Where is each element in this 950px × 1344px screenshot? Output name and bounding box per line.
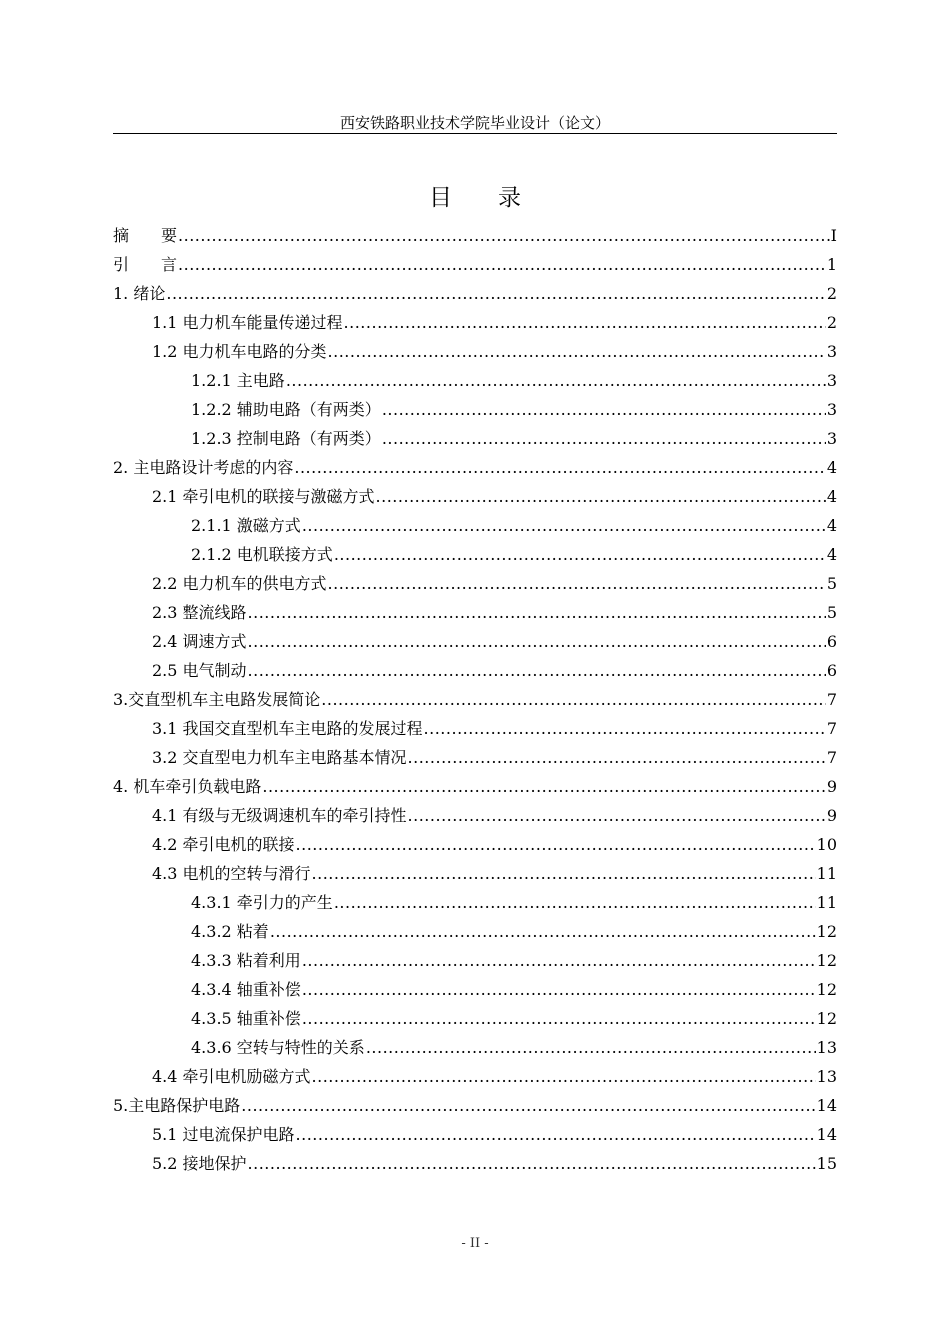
toc-entry-page-number: 13 xyxy=(816,1067,837,1086)
toc-entry[interactable] xyxy=(113,536,837,565)
toc-entry-page-number: 6 xyxy=(826,632,837,651)
toc-entry-page-number: 4 xyxy=(826,545,837,564)
toc-entry[interactable] xyxy=(113,1000,837,1029)
toc-entry[interactable] xyxy=(113,826,837,855)
toc-entry-page-number: 10 xyxy=(816,835,837,854)
toc-entry-label: 4.3 电机的空转与滑行 xyxy=(152,864,311,883)
toc-entry-page-number: I xyxy=(830,226,837,245)
toc-entry-label: 4.3.6 空转与特性的关系 xyxy=(191,1038,365,1057)
toc-dot-leader xyxy=(248,632,826,652)
toc-dot-leader xyxy=(262,777,825,797)
toc-entry-label: 2.1.1 激磁方式 xyxy=(191,516,301,535)
toc-dot-leader xyxy=(248,1154,816,1174)
toc-entry[interactable] xyxy=(113,478,837,507)
toc-entry[interactable] xyxy=(113,304,837,333)
toc-dot-leader xyxy=(178,226,830,246)
page-header-title: 西安铁路职业技术学院毕业设计（论文） xyxy=(339,114,610,132)
toc-dot-leader xyxy=(296,1125,816,1145)
toc-entry[interactable] xyxy=(113,797,837,826)
toc-dot-leader xyxy=(334,893,816,913)
toc-dot-leader xyxy=(302,516,826,536)
toc-entry[interactable] xyxy=(113,739,837,768)
toc-entry-label: 2.5 电气制动 xyxy=(152,661,247,680)
toc-entry-page-number: 7 xyxy=(826,719,837,738)
toc-entry[interactable] xyxy=(113,594,837,623)
toc-entry-label: 4.2 牵引电机的联接 xyxy=(152,835,295,854)
toc-entry-label: 4. 机车牵引负载电路 xyxy=(113,777,262,796)
table-of-contents xyxy=(113,217,837,1174)
toc-entry[interactable] xyxy=(113,1029,837,1058)
toc-entry[interactable] xyxy=(113,942,837,971)
toc-entry-label: 2. 主电路设计考虑的内容 xyxy=(113,458,294,477)
toc-dot-leader xyxy=(408,748,826,768)
toc-dot-leader xyxy=(302,951,816,971)
toc-entry-label: 4.3.4 轴重补偿 xyxy=(191,980,301,999)
toc-dot-leader xyxy=(321,690,826,710)
toc-entry-page-number: 9 xyxy=(826,777,837,796)
toc-entry[interactable] xyxy=(113,362,837,391)
toc-dot-leader xyxy=(408,806,826,826)
toc-entry-label: 1. 绪论 xyxy=(113,284,166,303)
toc-entry[interactable] xyxy=(113,681,837,710)
toc-entry-label: 5.1 过电流保护电路 xyxy=(152,1125,295,1144)
toc-entry-label: 2.4 调速方式 xyxy=(152,632,247,651)
toc-entry-page-number: 6 xyxy=(826,661,837,680)
toc-entry-label: 2.2 电力机车的供电方式 xyxy=(152,574,327,593)
toc-entry-page-number: 15 xyxy=(816,1154,837,1173)
toc-entry-page-number: 7 xyxy=(826,748,837,767)
toc-entry-label: 4.3.2 粘着 xyxy=(191,922,269,941)
toc-entry[interactable] xyxy=(113,565,837,594)
toc-dot-leader xyxy=(302,980,816,1000)
toc-entry-page-number: 3 xyxy=(826,342,837,361)
toc-entry-page-number: 12 xyxy=(816,980,837,999)
toc-entry-page-number: 3 xyxy=(826,400,837,419)
toc-dot-leader xyxy=(328,574,826,594)
toc-entry-label: 3.1 我国交直型机车主电路的发展过程 xyxy=(152,719,423,738)
toc-entry-page-number: 12 xyxy=(816,951,837,970)
toc-entry-label: 1.2 电力机车电路的分类 xyxy=(152,342,327,361)
toc-entry-label: 1.2.2 辅助电路（有两类） xyxy=(191,400,381,419)
toc-entry-page-number: 3 xyxy=(826,429,837,448)
toc-entry-page-number: 12 xyxy=(816,1009,837,1028)
toc-entry-page-number: 11 xyxy=(816,893,837,912)
toc-title-text: 目 录 xyxy=(429,185,521,211)
toc-title xyxy=(0,184,950,212)
toc-dot-leader xyxy=(334,545,826,565)
toc-entry[interactable] xyxy=(113,971,837,1000)
toc-entry[interactable] xyxy=(113,217,837,246)
toc-entry[interactable] xyxy=(113,1087,837,1116)
toc-entry-page-number: 14 xyxy=(816,1096,837,1115)
toc-dot-leader xyxy=(166,284,825,304)
toc-entry[interactable] xyxy=(113,507,837,536)
toc-entry[interactable] xyxy=(113,275,837,304)
toc-dot-leader xyxy=(382,429,826,449)
toc-entry-page-number: 5 xyxy=(826,574,837,593)
header-rule xyxy=(113,133,837,134)
toc-entry-page-number: 2 xyxy=(826,313,837,332)
toc-dot-leader xyxy=(248,603,826,623)
toc-entry-label: 4.3.3 粘着利用 xyxy=(191,951,301,970)
toc-dot-leader xyxy=(366,1038,816,1058)
toc-entry-label: 5.2 接地保护 xyxy=(152,1154,247,1173)
toc-dot-leader xyxy=(241,1096,815,1116)
toc-entry[interactable] xyxy=(113,652,837,681)
toc-entry-label: 2.3 整流线路 xyxy=(152,603,247,622)
toc-entry[interactable] xyxy=(113,1116,837,1145)
toc-dot-leader xyxy=(294,458,825,478)
toc-dot-leader xyxy=(382,400,826,420)
toc-entry-page-number: 12 xyxy=(816,922,837,941)
toc-entry-page-number: 5 xyxy=(826,603,837,622)
toc-entry-page-number: 9 xyxy=(826,806,837,825)
toc-dot-leader xyxy=(248,661,826,681)
toc-dot-leader xyxy=(302,1009,816,1029)
toc-entry-page-number: 11 xyxy=(816,864,837,883)
toc-entry[interactable] xyxy=(113,913,837,942)
toc-entry-label: 摘 要 xyxy=(113,226,178,245)
toc-entry[interactable] xyxy=(113,1058,837,1087)
toc-dot-leader xyxy=(328,342,826,362)
toc-dot-leader xyxy=(424,719,826,739)
toc-entry-label: 2.1.2 电机联接方式 xyxy=(191,545,333,564)
toc-entry-label: 4.4 牵引电机励磁方式 xyxy=(152,1067,311,1086)
toc-entry-label: 1.1 电力机车能量传递过程 xyxy=(152,313,343,332)
page-footer-number: - II - xyxy=(461,1236,489,1251)
toc-entry-label: 1.2.3 控制电路（有两类） xyxy=(191,429,381,448)
toc-entry-page-number: 2 xyxy=(826,284,837,303)
toc-entry-page-number: 4 xyxy=(826,487,837,506)
toc-entry[interactable] xyxy=(113,391,837,420)
toc-entry-label: 4.3.1 牵引力的产生 xyxy=(191,893,333,912)
toc-entry-label: 4.1 有级与无级调速机车的牵引持性 xyxy=(152,806,407,825)
toc-entry-label: 3.2 交直型电力机车主电路基本情况 xyxy=(152,748,407,767)
toc-entry-page-number: 4 xyxy=(826,458,837,477)
toc-entry-label: 引 言 xyxy=(113,255,178,274)
toc-dot-leader xyxy=(312,1067,816,1087)
toc-entry-label: 5.主电路保护电路 xyxy=(113,1096,241,1115)
toc-entry-page-number: 1 xyxy=(826,255,837,274)
toc-entry[interactable] xyxy=(113,449,837,478)
toc-entry-page-number: 4 xyxy=(826,516,837,535)
toc-dot-leader xyxy=(270,922,816,942)
toc-dot-leader xyxy=(376,487,826,507)
toc-entry-label: 3.交直型机车主电路发展简论 xyxy=(113,690,321,709)
toc-entry-label: 2.1 牵引电机的联接与激磁方式 xyxy=(152,487,375,506)
toc-entry-page-number: 13 xyxy=(816,1038,837,1057)
toc-dot-leader xyxy=(296,835,816,855)
toc-dot-leader xyxy=(312,864,816,884)
toc-entry[interactable] xyxy=(113,768,837,797)
toc-entry-page-number: 7 xyxy=(826,690,837,709)
toc-entry[interactable] xyxy=(113,246,837,275)
toc-entry[interactable] xyxy=(113,1145,837,1174)
toc-entry-page-number: 14 xyxy=(816,1125,837,1144)
toc-entry[interactable] xyxy=(113,884,837,913)
toc-dot-leader xyxy=(286,371,826,391)
toc-entry[interactable] xyxy=(113,623,837,652)
toc-entry-label: 1.2.1 主电路 xyxy=(191,371,285,390)
toc-entry[interactable] xyxy=(113,710,837,739)
toc-entry-page-number: 3 xyxy=(826,371,837,390)
toc-entry[interactable] xyxy=(113,333,837,362)
toc-dot-leader xyxy=(178,255,826,275)
toc-entry[interactable] xyxy=(113,855,837,884)
toc-dot-leader xyxy=(344,313,826,333)
toc-entry-label: 4.3.5 轴重补偿 xyxy=(191,1009,301,1028)
toc-entry[interactable] xyxy=(113,420,837,449)
